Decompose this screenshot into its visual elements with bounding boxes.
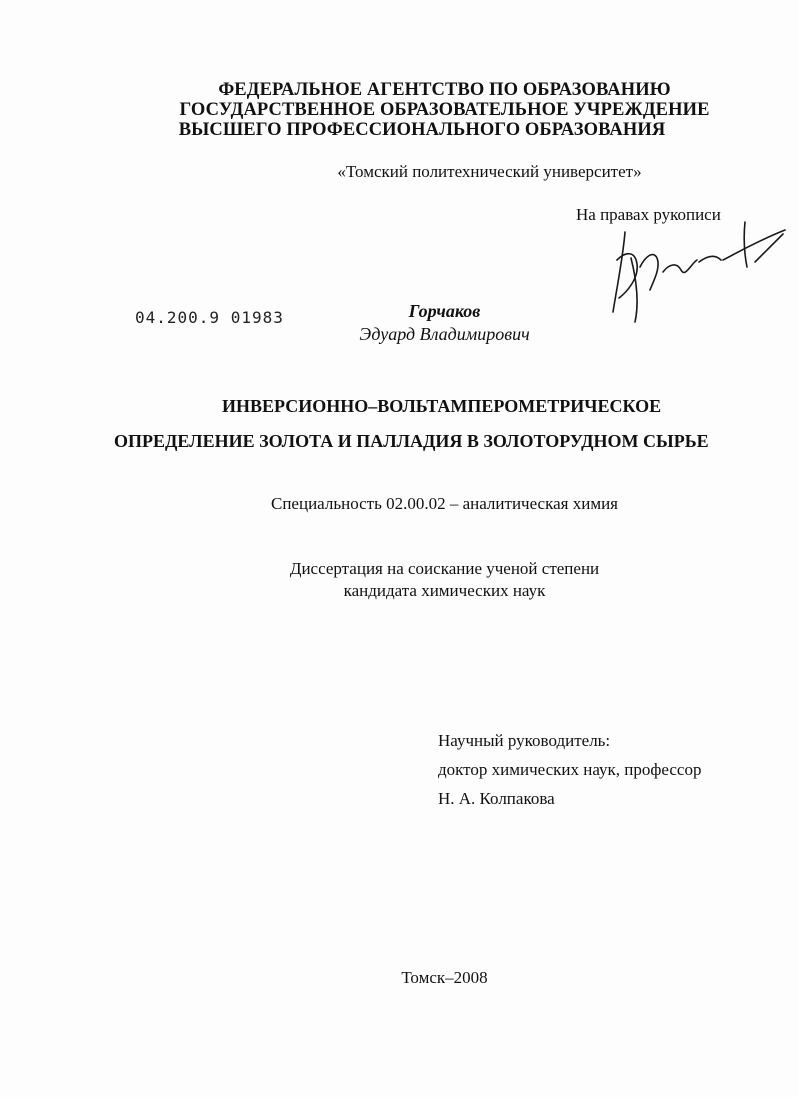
supervisor-degree: доктор химических наук, профессор xyxy=(438,760,702,779)
manuscript-rights-note: На правах рукописи xyxy=(576,205,721,224)
university-name: «Томский политехнический университет» xyxy=(337,162,642,181)
title-line-2: ОПРЕДЕЛЕНИЕ ЗОЛОТА И ПАЛЛАДИЯ В ЗОЛОТОРУДНОМ СЫРЬЕ xyxy=(114,431,709,451)
header-line-2: ГОСУДАРСТВЕННОЕ ОБРАЗОВАТЕЛЬНОЕ УЧРЕЖДЕНИЕ xyxy=(179,100,710,120)
degree-statement xyxy=(0,558,799,602)
city-year: Томск–2008 xyxy=(401,968,488,987)
supervisor-name: Н. А. Колпакова xyxy=(438,789,555,808)
author-surname: Горчаков xyxy=(408,301,481,321)
degree-line-2: кандидата химических наук xyxy=(343,581,546,600)
author-given-names: Эдуард Владимирович xyxy=(359,324,530,344)
title-line-1: ИНВЕРСИОННО–ВОЛЬТАМПЕРОМЕТРИЧЕСКОЕ xyxy=(222,396,662,416)
header-line-1: ФЕДЕРАЛЬНОЕ АГЕНТСТВО ПО ОБРАЗОВАНИЮ xyxy=(218,80,671,100)
header-line-3: ВЫСШЕГО ПРОФЕССИОНАЛЬНОГО ОБРАЗОВАНИЯ xyxy=(178,120,666,140)
ministry-header xyxy=(0,80,799,140)
degree-line-1: Диссертация на соискание ученой степени xyxy=(289,559,600,578)
supervisor-label: Научный руководитель: xyxy=(438,731,611,750)
dissertation-title xyxy=(0,389,799,459)
library-stamp-number: 04.200.9 01983 xyxy=(135,308,284,327)
specialty-line: Специальность 02.00.02 – аналитическая химия xyxy=(270,494,618,513)
supervisor-block xyxy=(438,726,701,813)
